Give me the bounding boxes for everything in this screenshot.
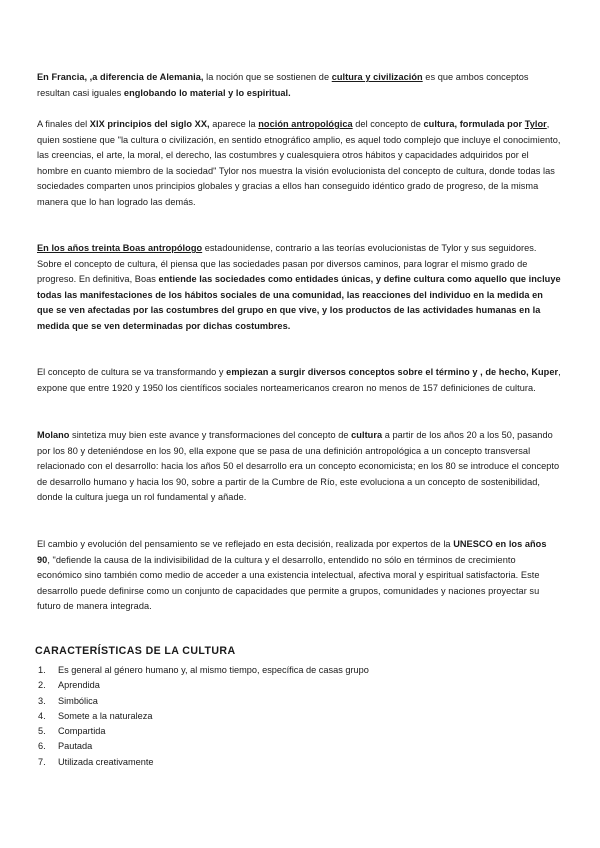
list-number: 3. (38, 695, 46, 706)
list-item (38, 678, 369, 693)
text-segment: aparece la (209, 119, 259, 129)
text-boas-definicion: entiende las sociedades como entidades únicas, y define cultura como aquello que incluye todas las manifestaciones de los hábitos sociales de una comunidad, las reacciones del individuo en la medida en que se ven afectadas por las costumbres del grupo en que vive, y los productos de las actividades humanas en la medida que se ven determinadas por dichas costumbres. (37, 274, 561, 331)
list-text: Aprendida (58, 680, 100, 691)
paragraph-boas (37, 241, 561, 335)
text-englobando: englobando lo material y lo espiritual. (123, 87, 291, 98)
list-item (38, 694, 369, 709)
text-segment: sintetiza muy bien este avance y transformaciones del concepto de (69, 430, 352, 440)
paragraph-molano (37, 428, 561, 506)
text-cultura-formulada: cultura, formulada por (423, 119, 525, 129)
list-item (38, 709, 369, 724)
section-heading: CARACTERÍSTICAS DE LA CULTURA (35, 645, 236, 657)
text-francia: En Francia, ,a diferencia de Alemania, (37, 72, 204, 82)
list-item (38, 724, 369, 739)
list-number: 7. (38, 756, 46, 767)
list-item (38, 755, 369, 770)
paragraph-kuper (37, 365, 561, 396)
list-text: Es general al género humano y, al mismo tiempo, específica de casas grupo (58, 665, 369, 675)
characteristics-list (38, 663, 369, 770)
text-siglo: XIX principios del siglo XX, (89, 119, 210, 129)
list-number: 6. (38, 741, 46, 752)
paragraph-francia (37, 70, 561, 101)
list-text: Simbólica (58, 695, 98, 706)
text-segment: El concepto de cultura se va transformando y (37, 367, 227, 377)
text-unesco: UNESCO en los años 90 (37, 539, 547, 565)
list-text: Compartida (58, 726, 106, 737)
text-segment: a partir de los años 20 a los 50, pasando por los 80 y deteniéndose en los 90, ella expone que se pasa de una definición antropológica a un concepto transversal relacionado con el desarrollo: hacia los años 50 el desarrollo era un concepto economicista; en los 80 se introduce el concepto de desarrollo humano y hacia los 90, sobre a partir de la Cumbre de Río, este evoluciona a un concepto de sostenibilidad, donde la cultura juega un rol fundamental y añade. (37, 430, 560, 503)
text-kuper: empiezan a surgir diversos conceptos sobre el término y , de hecho, Kuper (226, 367, 559, 377)
list-text: Somete a la naturaleza (58, 710, 153, 721)
text-boas: En los años treinta Boas antropólogo (37, 243, 203, 253)
text-segment: estadounidense, contrario a las teorías evolucionistas de Tylor y sus seguidores. Sobre el concepto de cultura, él piensa que las sociedades pasan por diversos caminos, para lograr el mismo grado de progreso. En definitiva, Boas (37, 243, 537, 285)
text-segment: A finales del (37, 119, 90, 129)
text-segment: , quien sostiene que "la cultura o civilización, en sentido etnográfico amplio, es aquel todo complejo que incluye el conocimiento, las creencias, el arte, la moral, el derecho, las costumbres y cualesquiera otros hábitos y capacidades adquiridos por el hombre en cuanto miembro de la sociedad" Tylor nos muestra la visión evolucionista del concepto de cultura, donde todas las sociedades comparten unos principios globales y gracias a ellos han conseguido idéntico grado de progreso, de la misma manera que lo han logrado las demás. (37, 119, 561, 207)
text-cultura-civilizacion: cultura y civilización (331, 72, 423, 82)
paragraph-unesco (37, 537, 561, 615)
list-item (38, 739, 369, 754)
text-segment: , "defiende la causa de la indivisibilidad de la cultura y el desarrollo, entendido no sólo en términos de crecimiento económico sino también como medio de acceder a una existencia intelectual, afectiva moral y espiritual satisfactoria. Este desarrollo puede definirse como un conjunto de capacidades que permite a grupos, comunidades y naciones proyectar su futuro de manera integrada. (37, 554, 540, 612)
text-segment: del concepto de (352, 119, 424, 129)
list-number: 1. (38, 665, 46, 675)
text-segment: , expone que entre 1920 y 1950 los científicos sociales norteamericanos crearon no menos de 157 definiciones de cultura. (37, 367, 561, 393)
text-tylor: Tylor (524, 119, 547, 129)
paragraph-tylor (37, 117, 561, 211)
list-text: Pautada (58, 741, 93, 752)
list-item (38, 663, 369, 678)
text-molano: Molano (37, 430, 70, 440)
text-cultura: cultura (351, 430, 383, 440)
list-number: 4. (38, 710, 46, 721)
text-segment: El cambio y evolución del pensamiento se ve reflejado en esta decisión, realizada por expertos de la (37, 539, 454, 549)
text-segment: es que ambos conceptos resultan casi iguales (37, 72, 529, 98)
list-number: 2. (38, 680, 46, 691)
text-segment: la noción que se sostienen de (203, 72, 332, 82)
text-nocion-antropologica: noción antropológica (258, 119, 353, 129)
list-number: 5. (38, 726, 46, 737)
list-text: Utilizada creativamente (58, 756, 154, 767)
